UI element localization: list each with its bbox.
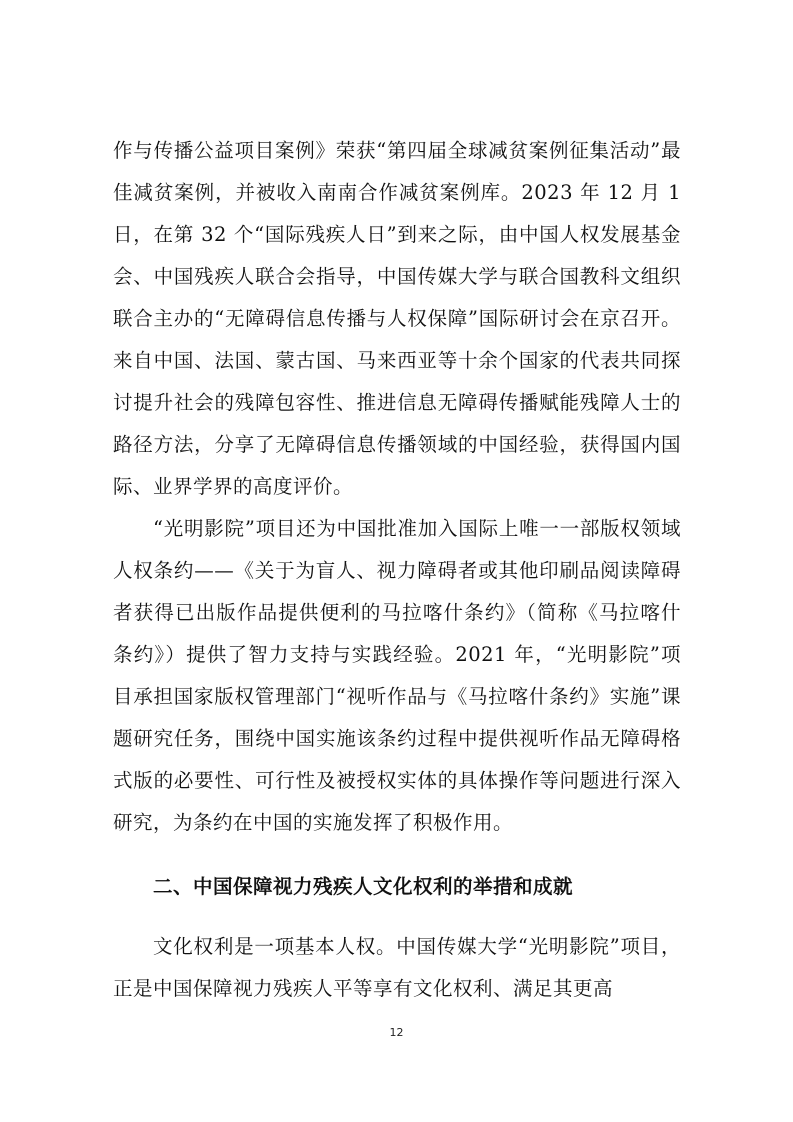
paragraph-cultural-rights: 文化权利是一项基本人权。中国传媒大学“光明影院”项目，正是中国保障视力残疾人平等享有文化权利、满足其更高 (113, 935, 681, 1000)
section-heading: 二、中国保障视力残疾人文化权利的举措和成就 (153, 875, 574, 898)
page-number: 12 (389, 1026, 404, 1039)
paragraph-marrakesh-treaty: “光明影院”项目还为中国批准加入国际上唯一一部版权领域人权条约——《关于为盲人、视力障碍者或其他印刷品阅读障碍者获得已出版作品提供便利的马拉喀什条约》（简称《马拉喀什条约》）提供了智力支持与实践经验。2021 年，“光明影院”项目承担国家版权管理部门“视听作品与《马拉喀什条约》实施”课题研究任务，围绕中国实施该条约过程中提供视听作品无障碍格式版的必要性、可行性及被授权实体的具体操作等问题进行深入研究，为条约在中国的实施发挥了积极作用。 (113, 517, 681, 834)
body-text (113, 130, 681, 1010)
paragraph-continued: 作与传播公益项目案例》荣获“第四届全球减贫案例征集活动”最佳减贫案例，并被收入南南合作减贫案例库。2023 年 12 月 1 日，在第 32 个“国际残疾人日”到来之际，由中国人权发展基金会、中国残疾人联合会指导，中国传媒大学与联合国教科文组织联合主办的“无障碍信息传播与人权保障”国际研讨会在京召开。来自中国、法国、蒙古国、马来西亚等十余个国家的代表共同探讨提升社会的残障包容性、推进信息无障碍传播赋能残障人士的路径方法，分享了无障碍信息传播领域的中国经验，获得国内国际、业界学界的高度评价。 (113, 139, 681, 498)
